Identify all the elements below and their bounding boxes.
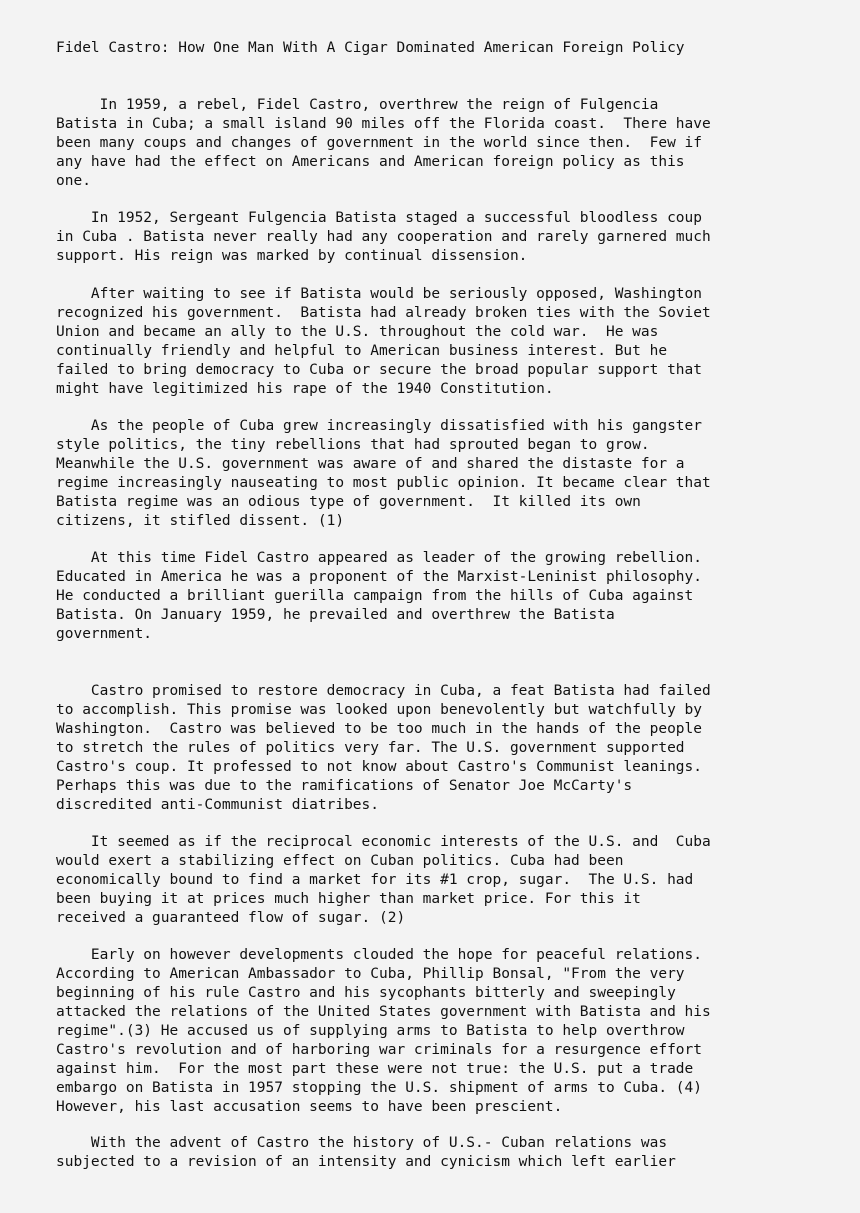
paragraph-2: In 1952, Sergeant Fulgencia Batista staged a successful bloodless coup in Cuba . Batista never really had any cooperation and rarely garnered much support. His reign was marked by continual dissension. (56, 210, 711, 264)
paragraph-8: Early on however developments clouded the hope for peaceful relations. According to American Ambassador to Cuba, Phillip Bonsal, "From the very beginning of his rule Castro and his sycophants bitterly and sweepingly attacked the relations of the United States government with Batista and his regime".(3) He accused us of supplying arms to Batista to help overthrow Castro's revolution and of harboring war criminals for a resurgence effort against him. For the most part these were not true: the U.S. put a trade embargo on Batista in 1957 stopping the U.S. shipment of arms to Cuba. (4) However, his last accusation seems to have been prescient. (56, 947, 711, 1115)
paragraph-9: With the advent of Castro the history of U.S.- Cuban relations was subjected to a revision of an intensity and cynicism which left earlier (56, 1135, 676, 1170)
document-title: Fidel Castro: How One Man With A Cigar Dominated American Foreign Policy (56, 40, 685, 56)
paragraph-4: As the people of Cuba grew increasingly dissatisfied with his gangster style politics, the tiny rebellions that had sprouted began to grow. Meanwhile the U.S. government was aware of and shared the distaste for a regime increasingly nauseating to most public opinion. It became clear that Batista regime was an odious type of government. It killed its own citizens, it stifled dissent. (1) (56, 418, 711, 529)
paragraph-7: It seemed as if the reciprocal economic interests of the U.S. and Cuba would exert a stabilizing effect on Cuban politics. Cuba had been economically bound to find a market for its #1 crop, sugar. The U.S. had been buying it at prices much higher than market price. For this it received a guaranteed flow of sugar. (2) (56, 834, 711, 926)
paragraph-6: Castro promised to restore democracy in Cuba, a feat Batista had failed to accomplish. This promise was looked upon benevolently but watchfully by Washington. Castro was believed to be too much in the hands of the people to stretch the rules of politics very far. The U.S. government supported Castro's coup. It professed to not know about Castro's Communist leanings. Perhaps this was due to the ramifications of Senator Joe McCarty's discredited anti-Communist diatribes. (56, 683, 711, 813)
paragraph-1: In 1959, a rebel, Fidel Castro, overthrew the reign of Fulgencia Batista in Cuba; a small island 90 miles off the Florida coast. There have been many coups and changes of government in the world since then. Few if any have had the effect on Americans and American foreign policy as this one. (56, 97, 711, 189)
paragraph-3: After waiting to see if Batista would be seriously opposed, Washington recognized his government. Batista had already broken ties with the Soviet Union and became an ally to the U.S. throughout the cold war. He was continually friendly and helpful to American business interest. But he failed to bring democracy to Cuba or secure the broad popular support that might have legitimized his rape of the 1940 Constitution. (56, 286, 711, 397)
paragraph-5: At this time Fidel Castro appeared as leader of the growing rebellion. Educated in America he was a proponent of the Marxist-Leninist philosophy. He conducted a brilliant guerilla campaign from the hills of Cuba against Batista. On January 1959, he prevailed and overthrew the Batista government. (56, 550, 703, 642)
